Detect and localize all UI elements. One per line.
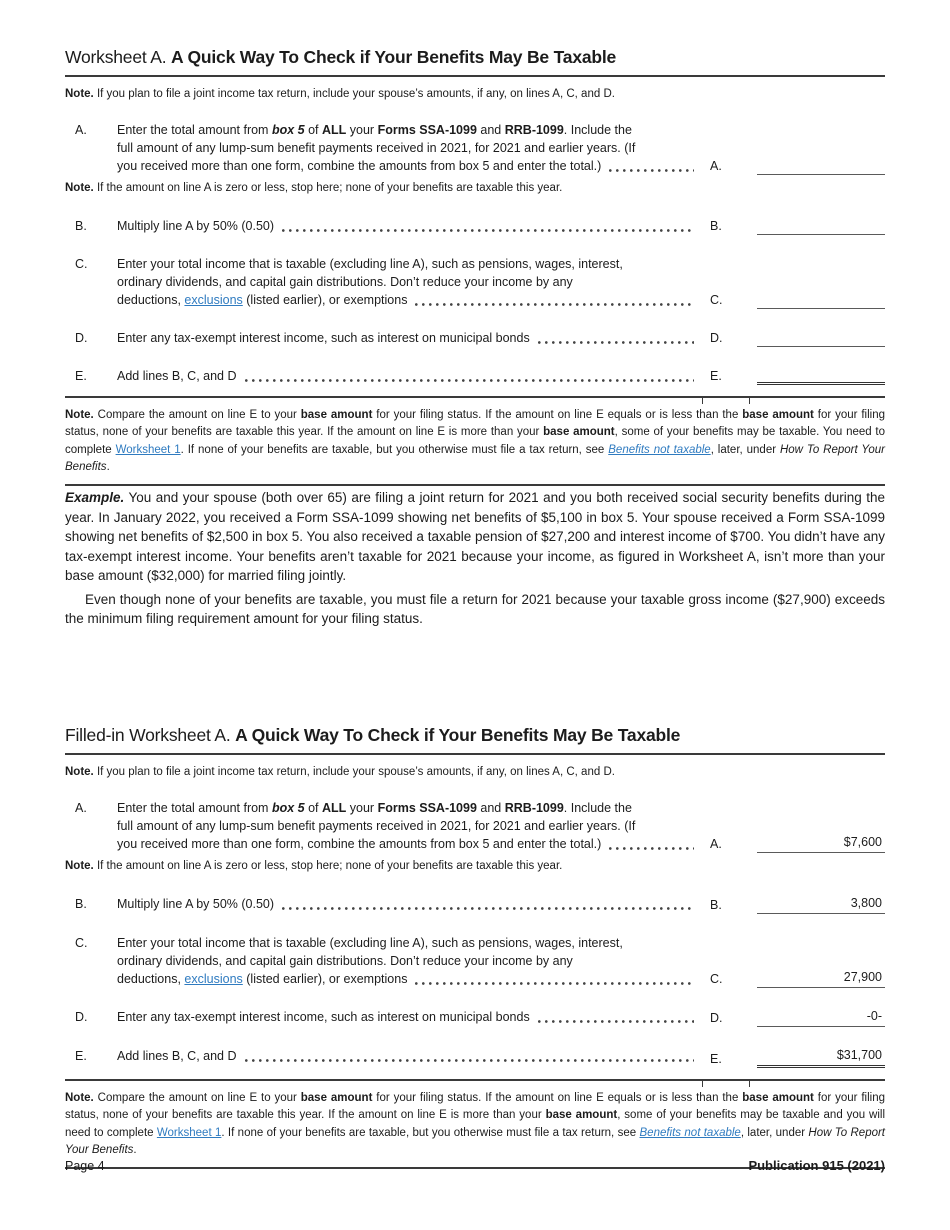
worksheet-mid-rule: [65, 1079, 885, 1081]
joint-return-note: [65, 86, 885, 104]
filled-worksheet-title: [65, 724, 885, 746]
text-segment: Compare the amount on line E to your: [93, 408, 301, 421]
worksheet-a-rows: [65, 121, 885, 385]
text-segment: If you plan to file a joint income tax return, include your spouse’s amounts, if any, on lines A, C, and D.: [93, 766, 615, 778]
dot-leader: [282, 229, 694, 232]
text-segment: base amount: [742, 1091, 814, 1104]
line-letter-c: C.: [75, 935, 88, 950]
amount-label-c: C.: [710, 292, 723, 307]
base-amount-note: [65, 1090, 885, 1160]
worksheet-a-title: [65, 46, 885, 68]
amount-label-c: C.: [710, 971, 723, 986]
example-paragraph-1: [65, 488, 885, 586]
worksheet-line-d: [65, 1008, 885, 1027]
text-segment: If the amount on line A is zero or less, stop here; none of your benefits are taxable this year.: [93, 859, 563, 872]
description-text: [117, 217, 274, 235]
text-segment: you received more than one form, combine the amounts from box 5 and enter the total.): [117, 158, 602, 173]
text-segment: Enter any tax-exempt interest income, such as interest on municipal bonds: [117, 1009, 530, 1024]
description-text: [117, 952, 573, 970]
text-segment: Forms SSA-1099: [377, 122, 477, 137]
text-segment: for your filing status, none of your benefits are taxable this year. If the amount on line E is more than your: [65, 1091, 886, 1121]
text-segment: . Include the: [563, 800, 632, 815]
text-segment: Multiply line A by 50% (0.50): [117, 218, 275, 233]
text-segment: , later, under: [740, 1126, 809, 1139]
description-text: [117, 799, 632, 817]
description-line: [117, 934, 700, 952]
text-segment: , some of your benefits may be taxable. You need to complete: [65, 426, 886, 456]
worksheet-line-c: [65, 934, 885, 988]
worksheet-line-b: [65, 895, 885, 914]
line-letter-a: A.: [75, 800, 87, 815]
description-line: [117, 367, 700, 385]
description-line: [117, 970, 700, 988]
exclusions-link[interactable]: exclusions: [184, 971, 243, 986]
base-amount-note: [65, 407, 885, 477]
text-segment: If you plan to file a joint income tax return, include your spouse’s amounts, if any, on lines A, C, and D.: [93, 88, 615, 100]
line-letter-e: E.: [75, 1048, 87, 1063]
worksheet-1-link[interactable]: Worksheet 1: [115, 443, 181, 456]
text-segment: and: [476, 800, 505, 815]
filled-worksheet-rows: [65, 799, 885, 1068]
text-segment: of: [304, 122, 322, 137]
description-line: [117, 799, 700, 817]
amount-label-b: B.: [710, 897, 722, 912]
description-line: [117, 1008, 700, 1026]
text-segment: Note.: [65, 181, 94, 194]
description-text: [117, 895, 274, 913]
text-segment: Add lines B, C, and D: [117, 1048, 237, 1063]
text-segment: deductions,: [117, 292, 185, 307]
worksheet-line-c: [65, 255, 885, 309]
text-segment: Enter your total income that is taxable (excluding line A), such as pensions, wages, interest,: [117, 935, 623, 950]
filled-worksheet-title-main: A Quick Way To Check if Your Benefits May Be Taxable: [235, 725, 681, 745]
text-segment: Compare the amount on line E to your: [93, 1091, 301, 1104]
amount-label-b: B.: [710, 218, 722, 233]
example-section: [65, 488, 885, 629]
table-column-tick: [702, 398, 703, 404]
line-description-e: [117, 367, 700, 385]
dot-leader: [415, 982, 694, 985]
worksheet-mid-rule: [65, 396, 885, 398]
amount-line-c: [757, 292, 885, 309]
text-segment: your: [346, 122, 378, 137]
text-segment: If the amount on line A is zero or less, stop here; none of your benefits are taxable this year.: [93, 181, 563, 194]
benefits-not-taxable-link[interactable]: Benefits not taxable: [639, 1126, 741, 1139]
table-column-tick: [702, 1081, 703, 1087]
dot-leader: [415, 303, 694, 306]
description-text: [117, 121, 632, 139]
description-line: [117, 1047, 700, 1065]
table-column-tick: [749, 398, 750, 404]
line-description-a: [117, 121, 700, 175]
description-text: [117, 970, 407, 988]
worksheet-a-title-main: A Quick Way To Check if Your Benefits May Be Taxable: [171, 47, 617, 67]
text-segment: Enter any tax-exempt interest income, such as interest on municipal bonds: [117, 330, 530, 345]
text-segment: How To Report Your Benefits: [65, 1126, 886, 1156]
text-segment: base amount: [300, 1091, 373, 1104]
text-segment: your: [346, 800, 378, 815]
amount-line-d: [757, 1008, 885, 1027]
text-segment: Multiply line A by 50% (0.50): [117, 896, 275, 911]
dot-leader: [282, 907, 694, 910]
amount-line-b: [757, 895, 885, 914]
text-segment: , some of your benefits may be taxable and you will need to complete: [65, 1109, 886, 1139]
dot-leader: [538, 341, 694, 344]
worksheet-a-title-prefix: Worksheet A.: [65, 47, 167, 67]
dot-leader: [609, 847, 694, 850]
worksheet-a-blank: [65, 46, 885, 486]
text-segment: .: [106, 461, 110, 473]
dot-leader: [245, 1059, 694, 1062]
text-segment: Even though none of your benefits are taxable, you must file a return for 2021 because your taxable gross income ($27,900) exceeds the minimum filing requirement amount for your filing status.: [65, 591, 885, 626]
worksheet-line-a: [65, 121, 885, 175]
text-segment: Note.: [65, 1091, 94, 1104]
text-segment: full amount of any lump-sum benefit payments received in 2021, for 2021 and earlier years. (If: [117, 818, 636, 833]
worksheet-inline-note: [65, 180, 885, 196]
amount-line-e: [757, 368, 885, 385]
worksheet-line-e: [65, 367, 885, 385]
description-line: [117, 273, 700, 291]
text-segment: Enter the total amount from: [117, 122, 272, 137]
description-text: [117, 367, 237, 385]
line-description-b: [117, 217, 700, 235]
amount-label-d: D.: [710, 1010, 723, 1025]
description-text: [117, 291, 407, 309]
table-column-tick: [749, 1081, 750, 1087]
text-segment: You and your spouse (both over 65) are filing a joint return for 2021 and you both received social security benefits during the year. In January 2022, you received a Form SSA-1099 showing net benefits of $5,100 in box 5. Your spouse received a Form SSA-1099 showing net benefits of $2,500 in box 5. You also received a taxable pension of $27,200 and interest income of $700. You didn’t have any tax-exempt interest income. Your benefits aren’t taxable for 2021 because your income, as figured in Worksheet A, isn’t more than your base amount ($32,000) for married filing jointly.: [65, 490, 885, 583]
amount-line-a: [757, 158, 885, 175]
text-segment: for your filing status, none of your benefits are taxable this year. If the amount on line E is more than your: [65, 408, 886, 438]
text-segment: . Include the: [563, 122, 632, 137]
text-segment: for your filing status. If the amount on line E equals or is less than the: [372, 408, 743, 421]
text-segment: Note.: [65, 408, 94, 421]
description-line: [117, 255, 700, 273]
amount-value-a: $7,600: [843, 834, 882, 849]
exclusions-link[interactable]: exclusions: [184, 292, 243, 307]
text-segment: Enter your total income that is taxable (excluding line A), such as pensions, wages, interest,: [117, 256, 623, 271]
publication-title: Publication 915 (2021): [748, 1158, 885, 1173]
page-footer: [65, 1158, 885, 1173]
worksheet-a-filled: [65, 724, 885, 1169]
description-text: [117, 329, 530, 347]
line-letter-b: B.: [75, 218, 87, 233]
joint-return-note: [65, 764, 885, 782]
text-segment: Forms SSA-1099: [377, 800, 477, 815]
line-letter-b: B.: [75, 896, 87, 911]
amount-line-e: [757, 1047, 885, 1068]
worksheet-line-e: [65, 1047, 885, 1068]
line-description-d: [117, 1008, 700, 1026]
description-text: [117, 1008, 530, 1026]
text-segment: (listed earlier), or exemptions: [242, 292, 408, 307]
worksheet-1-link[interactable]: Worksheet 1: [156, 1126, 222, 1139]
page-number: Page 4: [65, 1159, 105, 1173]
text-segment: box 5: [271, 122, 305, 137]
amount-value-e: $31,700: [836, 1047, 882, 1062]
line-description-e: [117, 1047, 700, 1065]
text-segment: ALL: [321, 122, 347, 137]
worksheet-end-rule: [65, 484, 885, 486]
amount-label-a: A.: [710, 158, 722, 173]
text-segment: and: [476, 122, 505, 137]
amount-line-b: [757, 218, 885, 235]
amount-value-c: 27,900: [843, 969, 882, 984]
text-segment: Note.: [65, 766, 94, 778]
title-rule: [65, 753, 885, 755]
amount-value-d: -0-: [866, 1008, 882, 1023]
text-segment: of: [304, 800, 322, 815]
line-letter-d: D.: [75, 330, 88, 345]
text-segment: (listed earlier), or exemptions: [242, 971, 408, 986]
amount-value-b: 3,800: [850, 895, 882, 910]
description-text: [117, 157, 601, 175]
text-segment: Note.: [65, 859, 94, 872]
text-segment: you received more than one form, combine the amounts from box 5 and enter the total.): [117, 836, 602, 851]
line-letter-e: E.: [75, 368, 87, 383]
dot-leader: [609, 169, 694, 172]
text-segment: How To Report Your Benefits: [65, 443, 886, 473]
description-text: [117, 1047, 237, 1065]
amount-line-d: [757, 330, 885, 347]
text-segment: ALL: [321, 800, 347, 815]
text-segment: , later, under: [710, 443, 780, 456]
amount-label-a: A.: [710, 836, 722, 851]
amount-label-d: D.: [710, 330, 723, 345]
text-segment: base amount: [543, 426, 615, 438]
description-line: [117, 952, 700, 970]
dot-leader: [245, 379, 694, 382]
text-segment: Enter the total amount from: [117, 800, 272, 815]
line-letter-d: D.: [75, 1009, 88, 1024]
text-segment: Example.: [65, 490, 125, 505]
amount-line-a: [757, 834, 885, 853]
description-text: [117, 255, 623, 273]
text-segment: . If none of your benefits are taxable, but you otherwise must file a tax return, see: [180, 443, 609, 456]
amount-label-e: E.: [710, 368, 722, 383]
line-description-b: [117, 895, 700, 913]
line-letter-a: A.: [75, 122, 87, 137]
line-description-a: [117, 799, 700, 853]
line-description-c: [117, 934, 700, 988]
description-line: [117, 329, 700, 347]
title-rule: [65, 75, 885, 77]
description-text: [117, 835, 601, 853]
description-line: [117, 291, 700, 309]
amount-label-e: E.: [710, 1051, 722, 1066]
worksheet-line-b: [65, 217, 885, 235]
text-segment: Note.: [65, 88, 94, 100]
description-line: [117, 121, 700, 139]
text-segment: full amount of any lump-sum benefit payments received in 2021, for 2021 and earlier years. (If: [117, 140, 636, 155]
description-text: [117, 934, 623, 952]
description-line: [117, 817, 700, 835]
description-line: [117, 139, 700, 157]
worksheet-line-a: [65, 799, 885, 853]
text-segment: ordinary dividends, and capital gain distributions. Don’t reduce your income by any: [117, 953, 573, 968]
dot-leader: [538, 1020, 694, 1023]
text-segment: deductions,: [117, 971, 185, 986]
description-line: [117, 157, 700, 175]
line-description-c: [117, 255, 700, 309]
text-segment: base amount: [300, 408, 373, 421]
description-line: [117, 217, 700, 235]
benefits-not-taxable-link[interactable]: Benefits not taxable: [608, 443, 711, 456]
line-description-d: [117, 329, 700, 347]
text-segment: Add lines B, C, and D: [117, 368, 237, 383]
example-paragraph-2: [65, 590, 885, 629]
text-segment: . If none of your benefits are taxable, but you otherwise must file a tax return, see: [221, 1126, 640, 1139]
text-segment: for your filing status. If the amount on line E equals or is less than the: [372, 1091, 743, 1104]
description-text: [117, 139, 635, 157]
description-text: [117, 817, 635, 835]
text-segment: base amount: [545, 1109, 618, 1121]
text-segment: ordinary dividends, and capital gain distributions. Don’t reduce your income by any: [117, 274, 573, 289]
text-segment: RRB-1099: [504, 122, 564, 137]
line-letter-c: C.: [75, 256, 88, 271]
worksheet-inline-note: [65, 858, 885, 874]
text-segment: RRB-1099: [504, 800, 564, 815]
description-line: [117, 895, 700, 913]
text-segment: .: [133, 1144, 137, 1156]
description-line: [117, 835, 700, 853]
amount-line-c: [757, 969, 885, 988]
worksheet-line-d: [65, 329, 885, 347]
text-segment: box 5: [271, 800, 305, 815]
description-text: [117, 273, 573, 291]
text-segment: base amount: [742, 408, 814, 421]
filled-worksheet-title-prefix: Filled-in Worksheet A.: [65, 725, 231, 745]
